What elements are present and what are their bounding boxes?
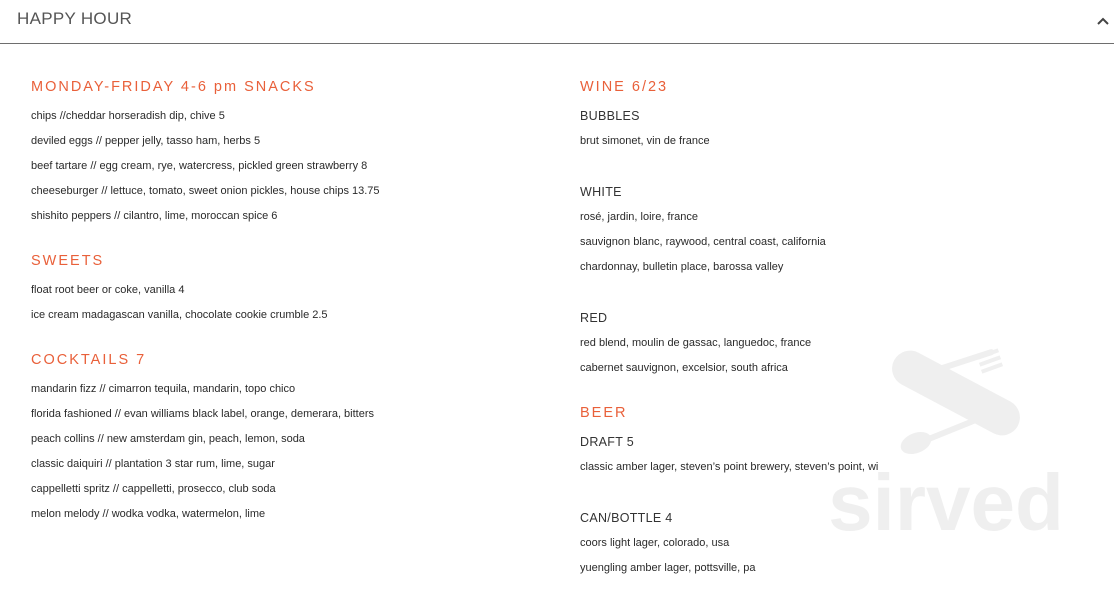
menu-item: sauvignon blanc, raywood, central coast, california — [580, 236, 826, 248]
menu-item: cabernet sauvignon, excelsior, south africa — [580, 362, 788, 374]
menu-item: rosé, jardin, loire, france — [580, 211, 698, 223]
menu-item: coors light lager, colorado, usa — [580, 537, 730, 549]
menu-item: mandarin fizz // cimarron tequila, mandarin, topo chico — [31, 383, 296, 395]
menu-item: classic amber lager, steven’s point brewery, steven’s point, wi — [580, 461, 879, 473]
menu-item: cheeseburger // lettuce, tomato, sweet onion pickles, house chips 13.75 — [31, 185, 380, 197]
menu-item: beef tartare // egg cream, rye, watercress, pickled green strawberry 8 — [31, 160, 368, 172]
can-bottle-label: CAN/BOTTLE 4 — [580, 511, 673, 525]
wine-heading: WINE 6/23 — [580, 79, 669, 95]
chevron-up-icon[interactable] — [1096, 14, 1110, 28]
menu-item: melon melody // wodka vodka, watermelon, lime — [31, 508, 266, 520]
menu-item: shishito peppers // cilantro, lime, moroccan spice 6 — [31, 210, 278, 222]
sweets-heading: SWEETS — [31, 253, 105, 269]
beer-heading: BEER — [580, 405, 628, 421]
draft-label: DRAFT 5 — [580, 435, 634, 449]
happy-hour-header[interactable] — [0, 0, 1114, 44]
menu-item: deviled eggs // pepper jelly, tasso ham, herbs 5 — [31, 135, 261, 147]
menu-item: cappelletti spritz // cappelletti, prosecco, club soda — [31, 483, 276, 495]
menu-item: float root beer or coke, vanilla 4 — [31, 284, 185, 296]
svg-text:sirved: sirved — [828, 458, 1064, 540]
menu-item: classic daiquiri // plantation 3 star rum, lime, sugar — [31, 458, 275, 470]
snacks-heading: MONDAY-FRIDAY 4-6 pm SNACKS — [31, 79, 316, 95]
menu-item: chips //cheddar horseradish dip, chive 5 — [31, 110, 225, 122]
menu-item: yuengling amber lager, pottsville, pa — [580, 562, 756, 574]
bubbles-label: BUBBLES — [580, 109, 640, 123]
menu-item: peach collins // new amsterdam gin, peach, lemon, soda — [31, 433, 305, 445]
left-column — [31, 76, 551, 527]
menu-item: brut simonet, vin de france — [580, 135, 710, 147]
cocktails-heading: COCKTAILS 7 — [31, 352, 147, 368]
menu-item: red blend, moulin de gassac, languedoc, france — [580, 337, 812, 349]
menu-item: chardonnay, bulletin place, barossa valley — [580, 261, 784, 273]
section-title: HAPPY HOUR — [17, 9, 133, 28]
red-label: RED — [580, 311, 608, 325]
right-column — [580, 76, 1100, 581]
menu-item: florida fashioned // evan williams black label, orange, demerara, bitters — [31, 408, 375, 420]
menu-item: ice cream madagascan vanilla, chocolate cookie crumble 2.5 — [31, 309, 328, 321]
white-label: WHITE — [580, 185, 622, 199]
